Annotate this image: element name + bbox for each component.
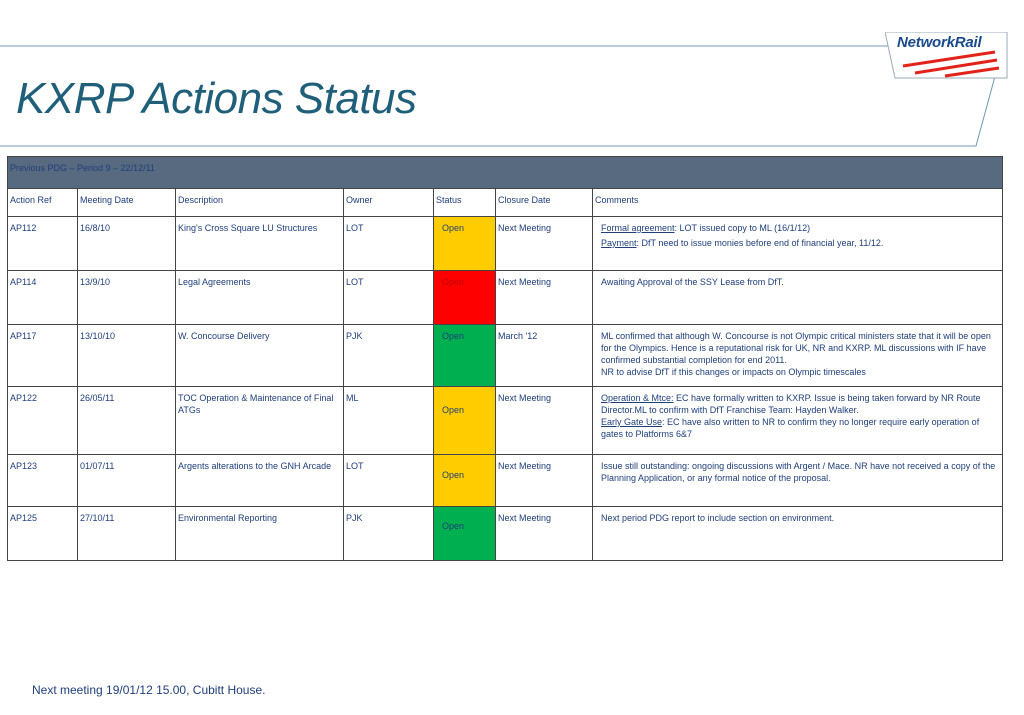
status-text: Open: [442, 223, 465, 233]
table-banner-row: [8, 157, 1003, 189]
cell-meeting-date: 13/10/10: [78, 325, 176, 387]
cell-comments: [593, 325, 1003, 387]
cell-status: [434, 387, 496, 455]
comment-text: Next period PDG report to include section on environment.: [601, 513, 835, 523]
cell-status: [434, 217, 496, 271]
cell-description: King's Cross Square LU Structures: [176, 217, 344, 271]
status-text: Open: [442, 331, 465, 341]
cell-meeting-date: 27/10/11: [78, 507, 176, 561]
status-text: Open: [442, 470, 465, 480]
status-text: Open: [442, 521, 465, 531]
table-row: [8, 507, 1003, 561]
comment-text: EC have formally written to KXRP. Issue is being taken forward by NR Route Director.ML to confirm with DfT Franchise Team: Hayden Walker.: [601, 393, 981, 415]
cell-owner: LOT: [344, 217, 434, 271]
comment-text: : LOT issued copy to ML (16/1/12): [674, 223, 811, 233]
header-comments: Comments: [593, 189, 1003, 217]
cell-status: [434, 325, 496, 387]
comment-line: [601, 237, 1000, 249]
cell-owner: PJK: [344, 325, 434, 387]
cell-description: Legal Agreements: [176, 271, 344, 325]
header-description: Description: [176, 189, 344, 217]
comment-label: Operation & Mtce:: [601, 393, 674, 403]
cell-closure-date: Next Meeting: [496, 271, 593, 325]
cell-closure-date: Next Meeting: [496, 455, 593, 507]
cell-meeting-date: 01/07/11: [78, 455, 176, 507]
header-owner: Owner: [344, 189, 434, 217]
cell-action-ref: AP125: [8, 507, 78, 561]
cell-description: TOC Operation & Maintenance of Final ATGs: [176, 387, 344, 455]
cell-status: [434, 507, 496, 561]
table-header-row: [8, 189, 1003, 217]
actions-status-table: [7, 156, 1003, 561]
cell-owner: LOT: [344, 271, 434, 325]
header-closure-date: Closure Date: [496, 189, 593, 217]
table-row: [8, 325, 1003, 387]
table-row: [8, 455, 1003, 507]
comment-text: : EC have also written to NR to confirm they no longer require early operation of gates to Platforms 6&7: [601, 417, 980, 439]
comment-text: Awaiting Approval of the SSY Lease from DfT.: [601, 277, 784, 287]
cell-closure-date: Next Meeting: [496, 217, 593, 271]
table-row: [8, 387, 1003, 455]
comment-line: [601, 416, 1000, 440]
cell-closure-date: Next Meeting: [496, 387, 593, 455]
status-text: Open: [442, 277, 465, 287]
comment-text: NR to advise DfT if this changes or impacts on Olympic timescales: [601, 367, 866, 377]
header-meeting-date: Meeting Date: [78, 189, 176, 217]
header-status: Status: [434, 189, 496, 217]
table-banner: Previous PDG – Period 9 – 22/12/11: [8, 157, 1003, 189]
cell-closure-date: Next Meeting: [496, 507, 593, 561]
table-row: [8, 217, 1003, 271]
cell-description: W. Concourse Delivery: [176, 325, 344, 387]
cell-owner: ML: [344, 387, 434, 455]
cell-meeting-date: 26/05/11: [78, 387, 176, 455]
cell-status: [434, 271, 496, 325]
cell-status: [434, 455, 496, 507]
cell-meeting-date: 13/9/10: [78, 271, 176, 325]
comment-label: Formal agreement: [601, 223, 675, 233]
comment-line: [601, 222, 1000, 234]
footer-note: Next meeting 19/01/12 15.00, Cubitt House.: [32, 683, 266, 697]
comment-line: [601, 392, 1000, 416]
cell-owner: LOT: [344, 455, 434, 507]
cell-owner: PJK: [344, 507, 434, 561]
cell-action-ref: AP117: [8, 325, 78, 387]
cell-action-ref: AP114: [8, 271, 78, 325]
cell-comments: [593, 455, 1003, 507]
cell-action-ref: AP112: [8, 217, 78, 271]
cell-meeting-date: 16/8/10: [78, 217, 176, 271]
cell-action-ref: AP123: [8, 455, 78, 507]
page-title: KXRP Actions Status: [16, 74, 417, 123]
cell-comments: [593, 217, 1003, 271]
cell-comments: [593, 507, 1003, 561]
comment-text: Issue still outstanding: ongoing discussions with Argent / Mace. NR have not received a copy of the Planning Application, or any formal notice of the proposal.: [601, 461, 996, 483]
cell-closure-date: March '12: [496, 325, 593, 387]
logo-text: NetworkRail: [897, 34, 982, 51]
header-action-ref: Action Ref: [8, 189, 78, 217]
comment-label: Early Gate Use: [601, 417, 663, 427]
cell-description: Environmental Reporting: [176, 507, 344, 561]
cell-action-ref: AP122: [8, 387, 78, 455]
network-rail-logo: [885, 32, 1010, 80]
comment-text: ML confirmed that although W. Concourse is not Olympic critical ministers state that it will be open for the Olympics. Hence is a reputational risk for UK, NR and KXRP. ML discussions with IF have confirmed substantial completion for end 2011.: [601, 331, 991, 365]
table-row: [8, 271, 1003, 325]
cell-comments: [593, 387, 1003, 455]
status-text: Open: [442, 405, 465, 415]
cell-description: Argents alterations to the GNH Arcade: [176, 455, 344, 507]
comment-text: : DfT need to issue monies before end of financial year, 11/12.: [636, 238, 884, 248]
cell-comments: [593, 271, 1003, 325]
comment-label: Payment: [601, 238, 637, 248]
